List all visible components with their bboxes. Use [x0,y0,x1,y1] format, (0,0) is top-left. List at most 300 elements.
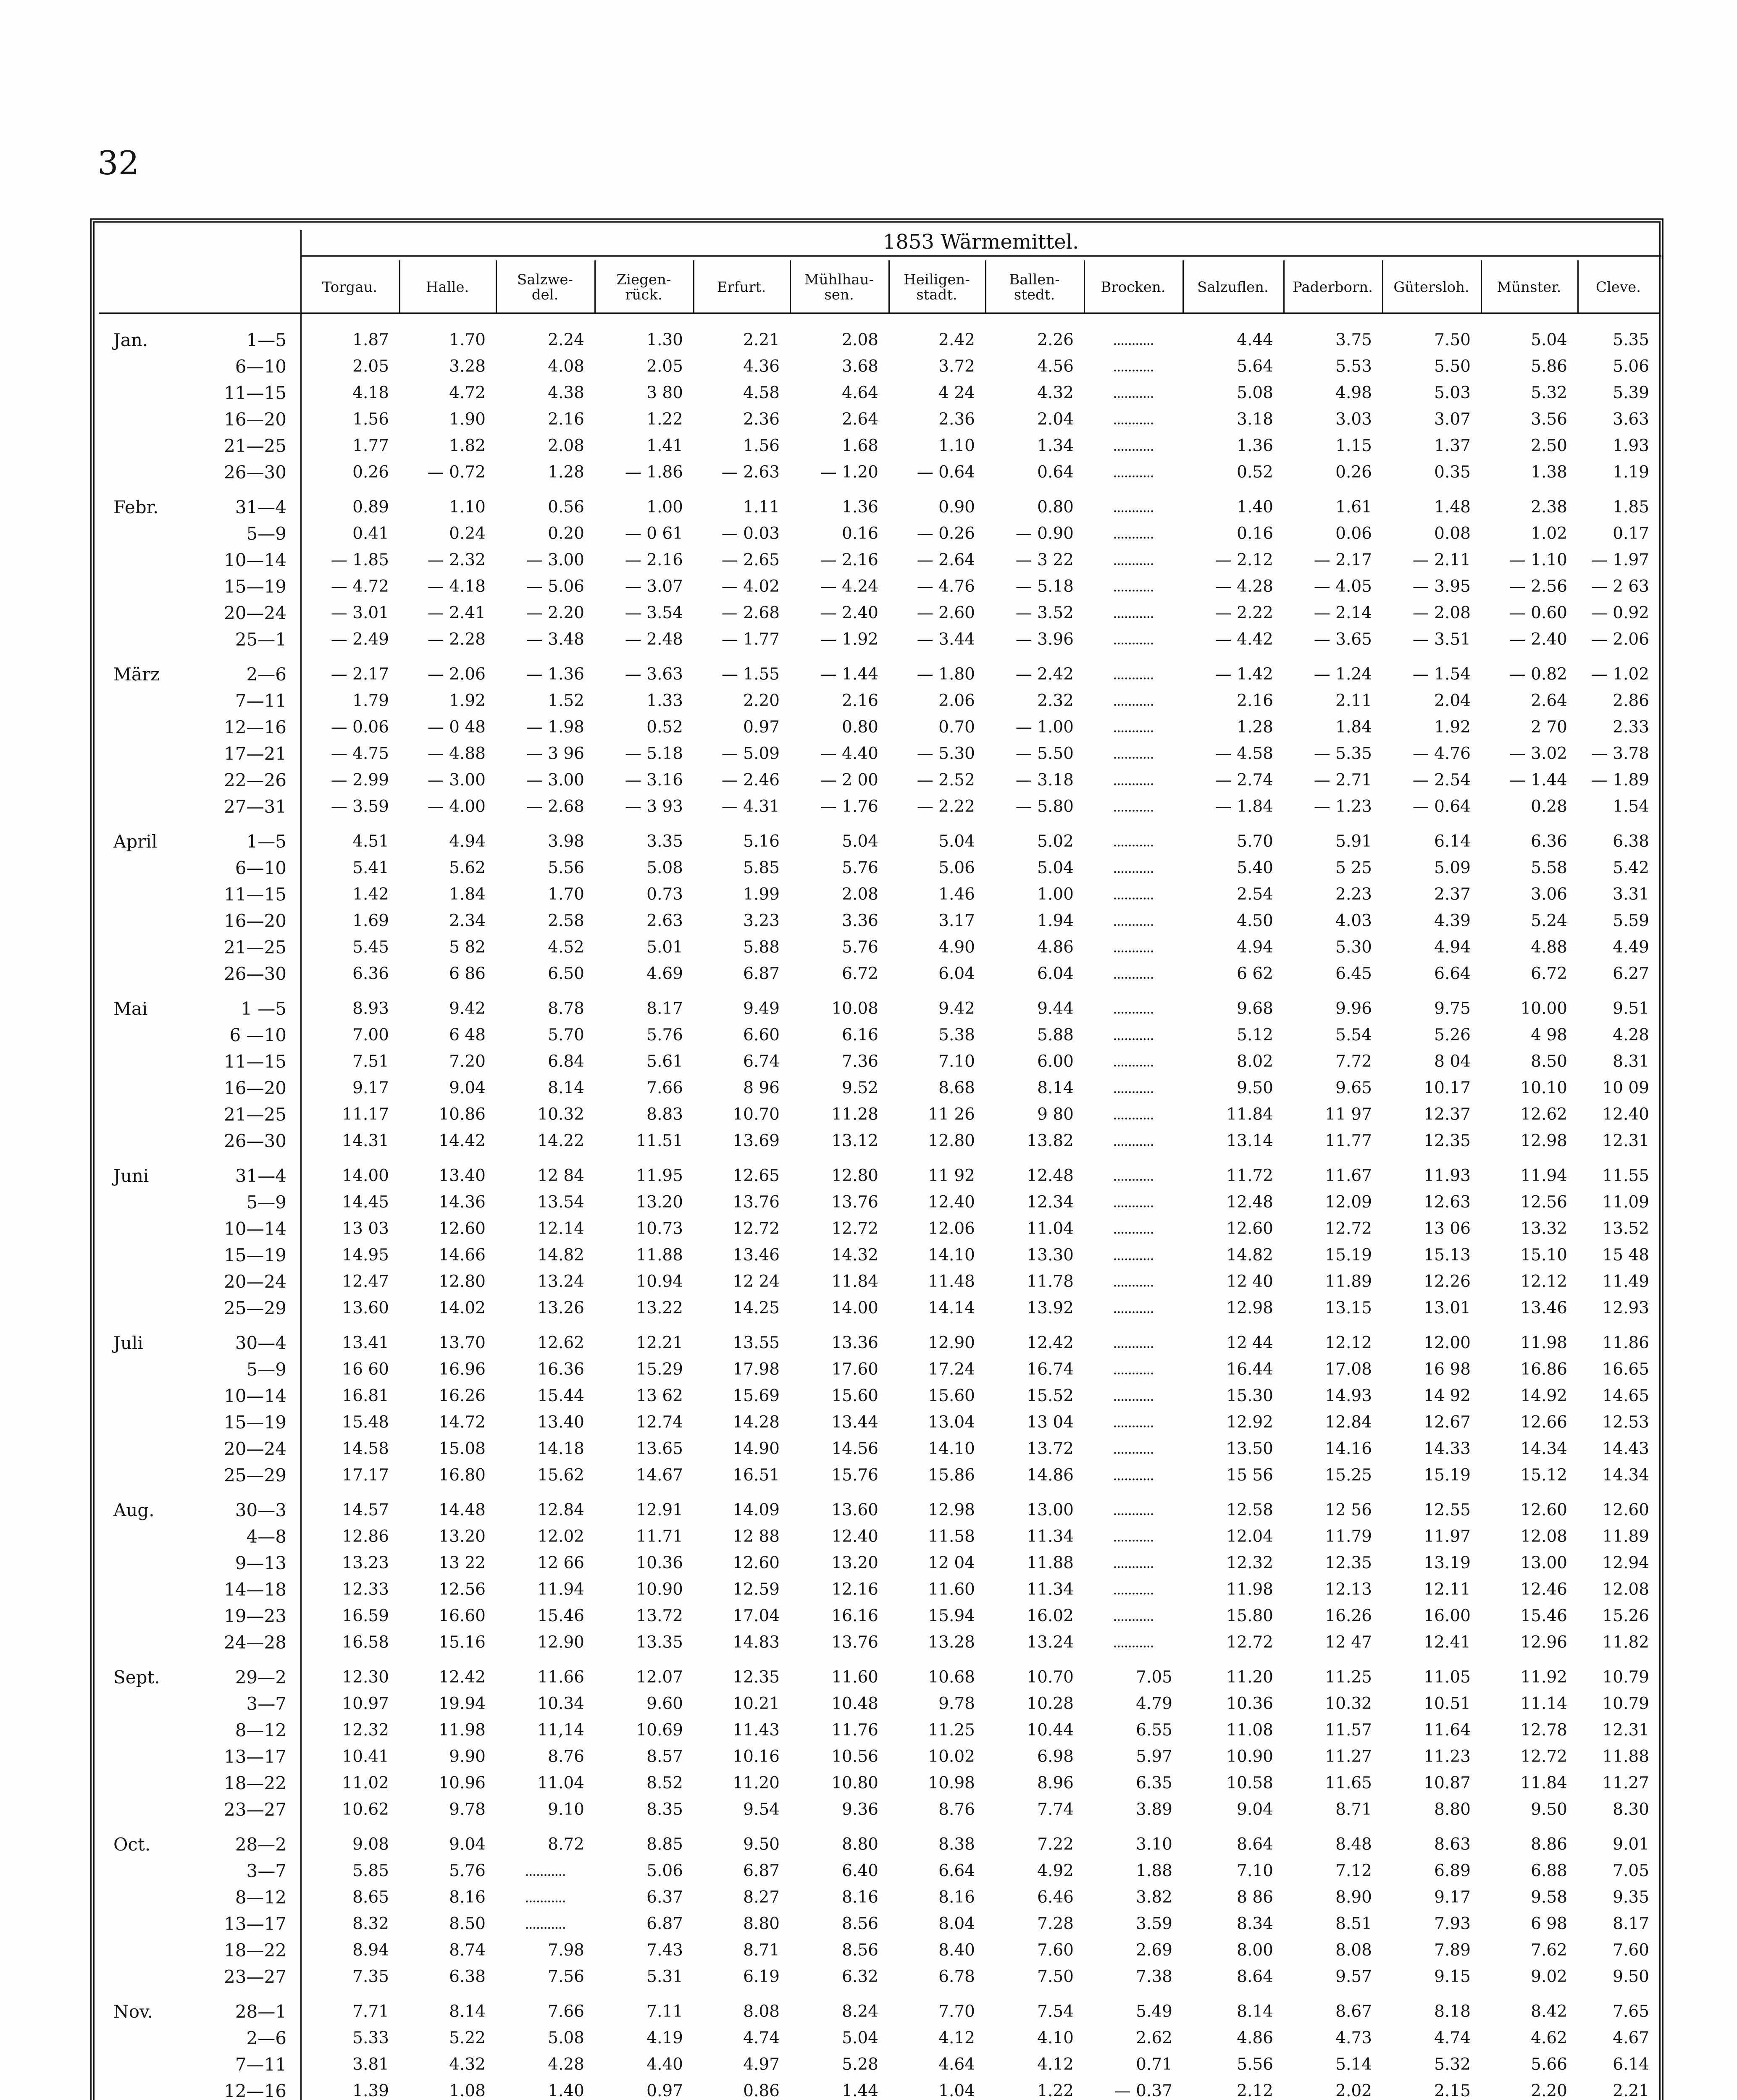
row-label [113,1523,298,1550]
table-cell: 5.16 [743,832,780,851]
column-divider [1084,260,1085,312]
table-cell: 13.12 [831,1131,878,1150]
table-cell: 7.60 [1613,1941,1649,1960]
row-label [113,1717,298,1744]
table-cell: 14.10 [928,1439,975,1458]
empty-cell: ........... [1113,578,1154,595]
row-label [113,1356,298,1383]
table-cell: — 4.18 [427,577,486,596]
table-cell: 11.66 [537,1668,584,1687]
table-cell: 13.46 [1520,1299,1567,1318]
empty-cell: ........... [525,1916,565,1932]
table-cell: 6.04 [1037,964,1074,983]
table-cell: — 2.16 [820,551,878,570]
table-cell: 6 98 [1531,1914,1567,1933]
row-label [113,961,298,987]
table-cell: 8.83 [646,1105,683,1124]
table-cell: 13.04 [928,1413,975,1432]
table-cell: 2.24 [548,331,584,349]
table-cell: 3.63 [1613,410,1649,429]
table-cell: 12.09 [1325,1193,1372,1212]
table-cell: 2.12 [1237,2082,1273,2100]
row-label [113,908,298,934]
column-header-erfurt [693,266,790,308]
table-cell: 5.30 [1335,938,1372,957]
table-cell: — 5.06 [526,577,584,596]
table-cell: — 0.92 [1591,604,1649,622]
row-label [113,934,298,961]
table-cell: 1.70 [449,331,486,349]
empty-cell: ........... [1113,411,1154,428]
table-cell: 10.44 [1027,1721,1074,1740]
table-cell: 10.62 [342,1800,389,1819]
table-cell: 12.98 [1520,1131,1567,1150]
table-cell: 10.97 [342,1694,389,1713]
table-cell: 4 24 [938,383,975,402]
table-cell: 14.90 [733,1439,780,1458]
table-cell: 3.59 [1136,1914,1172,1933]
table-cell: 6.72 [842,964,878,983]
date-range: 9—13 [235,1553,286,1573]
table-cell: 11.98 [1520,1334,1567,1352]
date-range: 10—14 [224,1218,286,1239]
table-cell: 1.22 [646,410,683,429]
table-cell: 11.48 [928,1272,975,1291]
table-cell: 17.24 [928,1360,975,1379]
table-cell: 6.38 [449,1967,486,1986]
table-cell: 4.73 [1335,2029,1372,2048]
table-cell: 0.16 [1237,524,1273,543]
table-cell: 10.58 [1226,1774,1273,1793]
table-cell: 12.94 [1602,1554,1649,1572]
table-cell: 9.01 [1613,1835,1649,1854]
table-cell: 10.94 [636,1272,683,1291]
table-cell: 11.95 [636,1166,683,1185]
table-cell: 1.33 [646,691,683,710]
table-cell: 12.11 [1424,1580,1471,1599]
row-label [113,1383,298,1410]
table-cell: 12.92 [1226,1413,1273,1432]
table-cell: — 1.77 [721,630,780,649]
table-cell: 10.02 [928,1747,975,1766]
table-cell: 13.76 [831,1633,878,1652]
table-cell: 15.46 [537,1606,584,1625]
table-cell: 8.34 [1237,1914,1273,1933]
table-cell: 12.14 [537,1219,584,1238]
table-cell: 10.56 [831,1747,878,1766]
empty-cell: ........... [1113,1080,1154,1097]
date-range: 28—1 [235,2001,286,2022]
table-cell: 12.60 [733,1554,780,1572]
table-cell: 8.63 [1434,1835,1471,1854]
column-header-line2: stadt. [916,286,957,303]
table-cell: 0.16 [842,524,878,543]
table-cell: — 3.02 [1509,744,1567,763]
table-cell: 11.25 [928,1721,975,1740]
table-cell: 14.66 [439,1246,486,1265]
table-cell: 12.46 [1520,1580,1567,1599]
table-cell: 8 86 [1237,1888,1273,1907]
month-label: Juni [113,1166,149,1186]
table-cell: — 2.40 [820,604,878,622]
table-cell: 5.12 [1237,1026,1273,1045]
column-header-heiligen-stadt [888,266,985,308]
column-divider [594,260,596,312]
table-cell: 8.38 [938,1835,975,1854]
table-cell: — 4.88 [427,744,486,763]
table-cell: 4.19 [646,2029,683,2048]
table-cell: 3.10 [1136,1835,1172,1854]
table-cell: 1.28 [1237,718,1273,737]
table-cell: 1.00 [646,498,683,517]
table-cell: 12.96 [1520,1633,1567,1652]
table-cell: 8.65 [352,1888,389,1907]
table-cell: 11.20 [1226,1668,1273,1687]
table-cell: 15.69 [733,1386,780,1405]
table-cell: 5.45 [352,938,389,957]
table-cell: 13.01 [1424,1299,1471,1318]
column-header-paderborn [1283,266,1382,308]
table-cell: 0.80 [842,718,878,737]
table-cell: 4.08 [548,357,584,376]
table-cell: 5.08 [646,858,683,877]
table-cell: 9.36 [842,1800,878,1819]
table-cell: — 3.07 [625,577,683,596]
table-cell: 3.07 [1434,410,1471,429]
table-cell: 8.52 [646,1774,683,1793]
table-cell: 10.08 [831,999,878,1018]
table-cell: 13.60 [342,1299,389,1318]
row-label [113,1550,298,1577]
table-cell: — 0.64 [917,463,975,482]
table-cell: 8.40 [938,1941,975,1960]
table-cell: — 2.11 [1412,551,1471,570]
table-cell: 12.80 [928,1131,975,1150]
table-cell: 8.42 [1531,2002,1567,2021]
table-cell: 0.73 [646,885,683,904]
table-cell: 12.41 [1424,1633,1471,1652]
table-cell: 7.38 [1136,1967,1172,1986]
table-cell: 12.35 [733,1668,780,1687]
table-cell: 14.92 [1520,1386,1567,1405]
table-cell: 1.92 [1434,718,1471,737]
table-cell: 7.51 [352,1052,389,1071]
table-cell: 10.79 [1602,1668,1649,1687]
table-cell: 12.58 [1226,1501,1273,1520]
table-cell: 7.43 [646,1941,683,1960]
table-cell: — 4.42 [1215,630,1273,649]
table-cell: 17.98 [733,1360,780,1379]
table-cell: 15.44 [537,1386,584,1405]
empty-cell: ........... [1113,1467,1154,1484]
column-header-line1: Paderborn. [1293,279,1373,296]
table-cell: 7.66 [548,2002,584,2021]
column-header-muhlhau-sen [790,266,888,308]
table-cell: 12.32 [1226,1554,1273,1572]
table-cell: 2.08 [548,436,584,455]
month-label: Nov. [113,2001,153,2022]
date-range: 26—30 [224,1131,286,1151]
table-cell: 14.65 [1602,1386,1649,1405]
table-cell: 8.14 [548,1079,584,1097]
table-cell: 0.41 [352,524,389,543]
column-divider [790,260,791,312]
table-cell: 5.06 [1613,357,1649,376]
empty-cell: ........... [1113,1300,1154,1317]
table-cell: 7.66 [646,1079,683,1097]
table-cell: — 4.00 [427,797,486,816]
table-cell: 12.67 [1424,1413,1471,1432]
table-cell: 5.32 [1434,2055,1471,2074]
table-cell: 1.28 [548,463,584,482]
table-cell: — 1.10 [1509,551,1567,570]
table-cell: 13.20 [831,1554,878,1572]
row-label [113,1770,298,1797]
table-cell: 6.74 [743,1052,780,1071]
table-cell: 12.78 [1520,1721,1567,1740]
table-cell: — 1.97 [1591,551,1649,570]
table-cell: 4.28 [1613,1026,1649,1045]
table-cell: 8.76 [938,1800,975,1819]
table-cell: 4.67 [1613,2029,1649,2048]
table-cell: 3.23 [743,911,780,930]
table-cell: 0.89 [352,498,389,517]
date-range: 20—24 [224,1438,286,1459]
table-cell: 12.35 [1424,1131,1471,1150]
date-range: 25—29 [224,1465,286,1486]
table-cell: 14.00 [342,1166,389,1185]
table-cell: 15.60 [831,1386,878,1405]
table-cell: 9.54 [743,1800,780,1819]
table-cell: 13.92 [1027,1299,1074,1318]
date-range: 23—27 [224,1799,286,1820]
table-cell: 0.35 [1434,463,1471,482]
date-range: 31—4 [235,1166,286,1186]
table-cell: 17.17 [342,1466,389,1485]
table-cell: 5.06 [938,858,975,877]
table-cell: 5.70 [548,1026,584,1045]
empty-cell: ........... [1113,833,1154,850]
table-cell: 12.31 [1602,1131,1649,1150]
table-cell: 12.90 [537,1633,584,1652]
table-cell: 9.75 [1434,999,1471,1018]
table-cell: — 4.31 [721,797,780,816]
table-cell: 5.31 [646,1967,683,1986]
table-cell: 4 98 [1531,1026,1567,1045]
empty-cell: ........... [1113,798,1154,815]
table-cell: 13.26 [537,1299,584,1318]
table-cell: 13.15 [1325,1299,1372,1318]
table-cell: 5.28 [842,2055,878,2074]
table-cell: 5.59 [1613,911,1649,930]
date-range: 1—5 [246,330,286,350]
table-cell: — 1.84 [1215,797,1273,816]
table-cell: 0.08 [1434,524,1471,543]
table-cell: 12.48 [1027,1166,1074,1185]
month-label: Oct. [113,1834,151,1855]
empty-cell: ........... [1113,666,1154,683]
table-cell: 1.56 [743,436,780,455]
table-cell: — 1.98 [526,718,584,737]
table-cell: — 1.76 [820,797,878,816]
month-label: Sept. [113,1667,160,1688]
table-cell: 5.04 [842,832,878,851]
table-cell: 15 56 [1226,1466,1273,1485]
table-cell: 12.37 [1424,1105,1471,1124]
table-cell: 11.98 [1226,1580,1273,1599]
table-cell: — 4.72 [331,577,389,596]
table-cell: 12.62 [537,1334,584,1352]
table-cell: 11 26 [928,1105,975,1124]
row-label [113,547,298,574]
table-cell: 9.96 [1335,999,1372,1018]
table-cell: 2.06 [938,691,975,710]
table-cell: 12.72 [1325,1219,1372,1238]
column-header-line1: Ziegen- [616,271,671,288]
table-cell: 14.32 [831,1246,878,1265]
column-header-line1: Cleve. [1595,279,1641,296]
row-label [113,459,298,486]
table-cell: 12.12 [1520,1272,1567,1291]
table-cell: 12.98 [928,1501,975,1520]
table-cell: 7.50 [1434,331,1471,349]
table-cell: 4.88 [1531,938,1567,957]
table-cell: 13.23 [342,1554,389,1572]
table-cell: 8.27 [743,1888,780,1907]
empty-cell: ........... [1113,332,1154,349]
table-cell: — 0.26 [917,524,975,543]
empty-cell: ........... [1113,631,1154,648]
column-header-salzuflen [1183,266,1283,308]
table-cell: — 2.16 [625,551,683,570]
table-cell: 6.78 [938,1967,975,1986]
row-label [113,2051,298,2078]
table-cell: 16.59 [342,1606,389,1625]
table-cell: 8.16 [938,1888,975,1907]
row-label [113,793,298,820]
table-cell: 16 60 [342,1360,389,1379]
table-cell: 2.02 [1335,2082,1372,2100]
column-header-ballen-stedt [985,266,1084,308]
table-cell: 13.36 [831,1334,878,1352]
table-cell: 9.65 [1335,1079,1372,1097]
table-cell: — 3.52 [1015,604,1074,622]
table-cell: 6.88 [1531,1861,1567,1880]
table-cell: — 2.14 [1314,604,1372,622]
table-cell: 2.15 [1434,2082,1471,2100]
table-cell: 9.44 [1037,999,1074,1018]
table-cell: 4.03 [1335,911,1372,930]
empty-cell: ........... [525,1863,565,1880]
table-cell: — 3.65 [1314,630,1372,649]
row-label [113,626,298,653]
table-cell: 12.59 [733,1580,780,1599]
table-cell: 14.42 [439,1131,486,1150]
table-cell: 16.81 [342,1386,389,1405]
table-cell: — 3.16 [625,771,683,790]
table-cell: 16.74 [1027,1360,1074,1379]
table-cell: 8.31 [1613,1052,1649,1071]
table-cell: 9.08 [352,1835,389,1854]
table-cell: 0.71 [1136,2055,1172,2074]
empty-cell: ........... [1113,1168,1154,1184]
table-cell: 12.07 [636,1668,683,1687]
table-cell: 5.32 [1531,383,1567,402]
table-cell: 12.84 [1325,1413,1372,1432]
date-range: 11—15 [224,1051,286,1072]
table-cell: 2.64 [1531,691,1567,710]
table-cell: 1.87 [352,331,389,349]
table-cell: 7.10 [1237,1861,1273,1880]
table-cell: 11.43 [733,1721,780,1740]
table-cell: 5.38 [938,1026,975,1045]
table-cell: 6 48 [449,1026,486,1045]
table-cell: 14.02 [439,1299,486,1318]
column-header-line1: Münster. [1497,279,1561,296]
table-cell: 13.20 [439,1527,486,1546]
table-cell: 14.14 [928,1299,975,1318]
table-cell: 4.10 [1037,2029,1074,2048]
table-cell: 1.48 [1434,498,1471,517]
table-cell: 11.84 [831,1272,878,1291]
table-cell: 4.51 [352,832,389,851]
table-cell: 8.18 [1434,2002,1471,2021]
table-cell: 6.27 [1613,964,1649,983]
column-header-line1: Heiligen- [904,271,970,288]
empty-cell: ........... [1113,1502,1154,1519]
table-cell: 4.86 [1037,938,1074,957]
date-range: 15—19 [224,576,286,597]
table-cell: — 1.02 [1591,665,1649,684]
table-cell: 10.70 [1027,1668,1074,1687]
table-cell: 8.71 [1335,1800,1372,1819]
table-cell: 11.89 [1602,1527,1649,1546]
table-cell: 8.16 [449,1888,486,1907]
table-cell: 10.32 [1325,1694,1372,1713]
table-cell: 14.18 [537,1439,584,1458]
table-cell: 15.80 [1226,1606,1273,1625]
table-cell: 10.73 [636,1219,683,1238]
table-cell: 15.62 [537,1466,584,1485]
row-label [113,1998,298,2025]
table-cell: 14.33 [1424,1439,1471,1458]
table-cell: 12.66 [1520,1413,1567,1432]
empty-cell: ........... [1113,1555,1154,1572]
table-cell: 13.14 [1226,1131,1273,1150]
table-cell: 15.19 [1325,1246,1372,1265]
empty-cell: ........... [1113,1053,1154,1070]
table-cell: 9.51 [1613,999,1649,1018]
table-cell: — 2.52 [917,771,975,790]
table-cell: 1.52 [548,691,584,710]
table-cell: 12 56 [1325,1501,1372,1520]
table-cell: 8.94 [352,1941,389,1960]
table-cell: 1.99 [743,885,780,904]
table-cell: 10.10 [1520,1079,1567,1097]
date-range: 7—11 [235,690,286,711]
table-cell: 12.08 [1602,1580,1649,1599]
table-cell: 3.17 [938,911,975,930]
table-cell: 0.64 [1037,463,1074,482]
table-cell: 5.14 [1335,2055,1372,2074]
table-cell: — 4.58 [1215,744,1273,763]
table-cell: 8.14 [1037,1079,1074,1097]
table-cell: 4.28 [548,2055,584,2074]
table-cell: — 1.44 [820,665,878,684]
row-label [113,1189,298,1216]
table-cell: 1.82 [449,436,486,455]
table-cell: 9.78 [938,1694,975,1713]
